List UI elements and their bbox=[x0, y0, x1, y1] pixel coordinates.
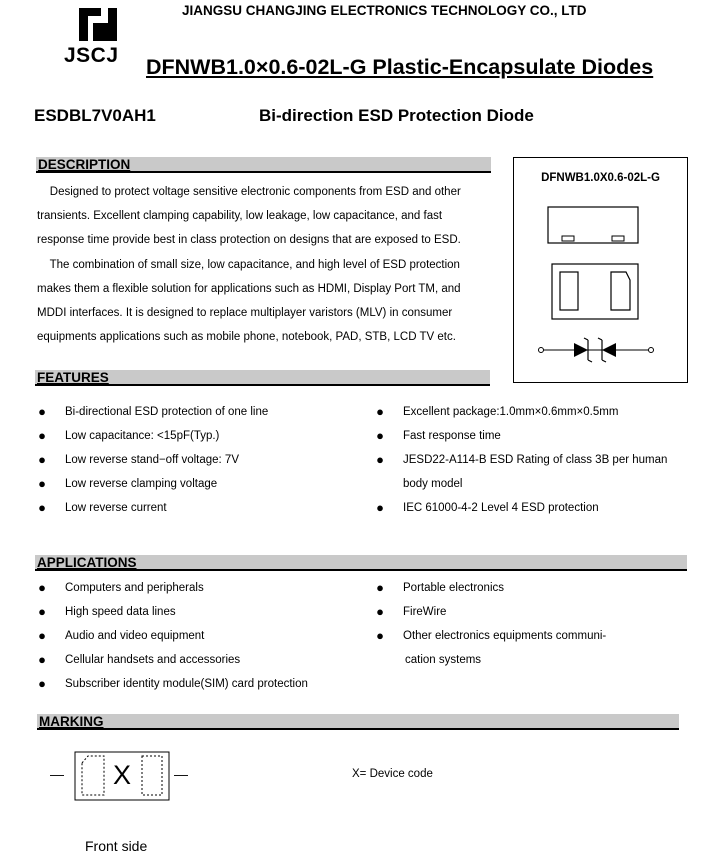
features-list-right bbox=[375, 400, 667, 520]
features-list-left bbox=[37, 400, 268, 520]
list-item bbox=[37, 496, 268, 520]
feature-text: Low capacitance: <15pF(Typ.) bbox=[65, 430, 220, 442]
marking-dash-right: — bbox=[174, 766, 188, 782]
list-item-continuation bbox=[375, 472, 667, 496]
application-text: FireWire bbox=[403, 606, 447, 618]
list-item bbox=[37, 672, 308, 696]
list-item bbox=[375, 400, 667, 424]
package-drawing-icon bbox=[514, 158, 687, 382]
feature-text: Fast response time bbox=[403, 430, 501, 442]
part-number: ESDBL7V0AH1 bbox=[34, 106, 156, 125]
bullet-icon: ● bbox=[38, 580, 46, 595]
bullet-icon: ● bbox=[38, 604, 46, 619]
description-line: Designed to protect voltage sensitive electronic components from ESD and other bbox=[37, 186, 461, 198]
device-code-legend: X= Device code bbox=[352, 768, 433, 780]
list-item bbox=[37, 472, 268, 496]
marking-dash-left: — bbox=[50, 766, 64, 782]
bullet-icon: ● bbox=[38, 452, 46, 467]
application-text: Audio and video equipment bbox=[65, 630, 205, 642]
bullet-icon: ● bbox=[376, 404, 384, 419]
list-item bbox=[375, 624, 606, 648]
description-heading: DESCRIPTION bbox=[38, 157, 131, 172]
bullet-icon: ● bbox=[376, 428, 384, 443]
feature-text: IEC 61000-4-2 Level 4 ESD protection bbox=[403, 502, 599, 514]
marking-heading: MARKING bbox=[39, 714, 104, 729]
description-line: response time provide best in class protection on designs that are exposed to ESD. bbox=[37, 234, 461, 247]
description-line: The combination of small size, low capacitance, and high level of ESD protection bbox=[37, 258, 460, 271]
application-text: Computers and peripherals bbox=[65, 582, 204, 594]
description-line: makes them a flexible solution for applications such as HDMI, Display Port TM, and bbox=[37, 282, 461, 295]
package-title: DFNWB1.0X0.6-02L-G bbox=[541, 172, 660, 184]
applications-heading: APPLICATIONS bbox=[37, 555, 137, 570]
list-item bbox=[375, 496, 667, 520]
list-item bbox=[375, 600, 606, 624]
feature-text: Low reverse stand−off voltage: 7V bbox=[65, 454, 239, 466]
marking-code-char: X bbox=[112, 760, 131, 790]
part-subtitle: Bi-direction ESD Protection Diode bbox=[259, 106, 534, 125]
features-section-header bbox=[35, 370, 490, 386]
application-text: Portable electronics bbox=[403, 582, 504, 594]
list-item-continuation bbox=[375, 648, 606, 672]
list-item bbox=[37, 576, 308, 600]
feature-text: body model bbox=[403, 478, 463, 490]
feature-text: Low reverse current bbox=[65, 502, 167, 514]
applications-list-right bbox=[375, 576, 606, 672]
bullet-icon: ● bbox=[38, 676, 46, 691]
application-text: Other electronics equipments communi- bbox=[403, 630, 607, 642]
list-item bbox=[375, 424, 667, 448]
application-text: Subscriber identity module(SIM) card protection bbox=[65, 678, 308, 690]
list-item bbox=[375, 576, 606, 600]
application-text: High speed data lines bbox=[65, 606, 176, 618]
list-item bbox=[37, 648, 308, 672]
package-outline-box bbox=[513, 157, 688, 383]
bullet-icon: ● bbox=[376, 628, 384, 643]
feature-text: JESD22-A114-B ESD Rating of class 3B per human bbox=[403, 454, 668, 466]
application-text: Cellular handsets and accessories bbox=[65, 654, 241, 666]
list-item bbox=[37, 400, 268, 424]
list-item bbox=[37, 624, 308, 648]
front-side-label: Front side bbox=[85, 838, 148, 854]
bullet-icon: ● bbox=[38, 428, 46, 443]
description-text bbox=[37, 180, 487, 349]
marking-section-header bbox=[37, 714, 679, 730]
list-item bbox=[375, 448, 667, 472]
bullet-icon: ● bbox=[376, 604, 384, 619]
applications-list-left bbox=[37, 576, 308, 696]
bullet-icon: ● bbox=[376, 452, 384, 467]
applications-section-header bbox=[35, 555, 687, 571]
description-line: MDDI interfaces. It is designed to replace multiplayer varistors (MLV) in consumer bbox=[37, 307, 453, 320]
description-line: equipments applications such as mobile phone, notebook, PAD, STB, LCD TV etc. bbox=[37, 331, 456, 344]
application-text: cation systems bbox=[405, 654, 482, 666]
feature-text: Excellent package:1.0mm×0.6mm×0.5mm bbox=[403, 406, 619, 418]
feature-text: Low reverse clamping voltage bbox=[65, 478, 218, 490]
company-name: JIANGSU CHANGJING ELECTRONICS TECHNOLOGY CO., LTD bbox=[182, 3, 587, 18]
list-item bbox=[37, 448, 268, 472]
logo-text: JSCJ bbox=[64, 44, 119, 67]
bullet-icon: ● bbox=[38, 500, 46, 515]
list-item bbox=[37, 424, 268, 448]
document-title: DFNWB1.0×0.6-02L-G Plastic-Encapsulate Diodes bbox=[146, 55, 654, 79]
jscj-logo-mark-icon bbox=[78, 6, 118, 42]
bullet-icon: ● bbox=[38, 628, 46, 643]
features-heading: FEATURES bbox=[37, 370, 109, 385]
description-line: transients. Excellent clamping capability, low leakage, low capacitance, and fast bbox=[37, 210, 443, 223]
feature-text: Bi-directional ESD protection of one line bbox=[65, 406, 269, 418]
description-section-header bbox=[36, 157, 491, 173]
bullet-icon: ● bbox=[38, 476, 46, 491]
bullet-icon: ● bbox=[376, 500, 384, 515]
bullet-icon: ● bbox=[38, 652, 46, 667]
bullet-icon: ● bbox=[376, 580, 384, 595]
list-item bbox=[37, 600, 308, 624]
bullet-icon: ● bbox=[38, 404, 46, 419]
